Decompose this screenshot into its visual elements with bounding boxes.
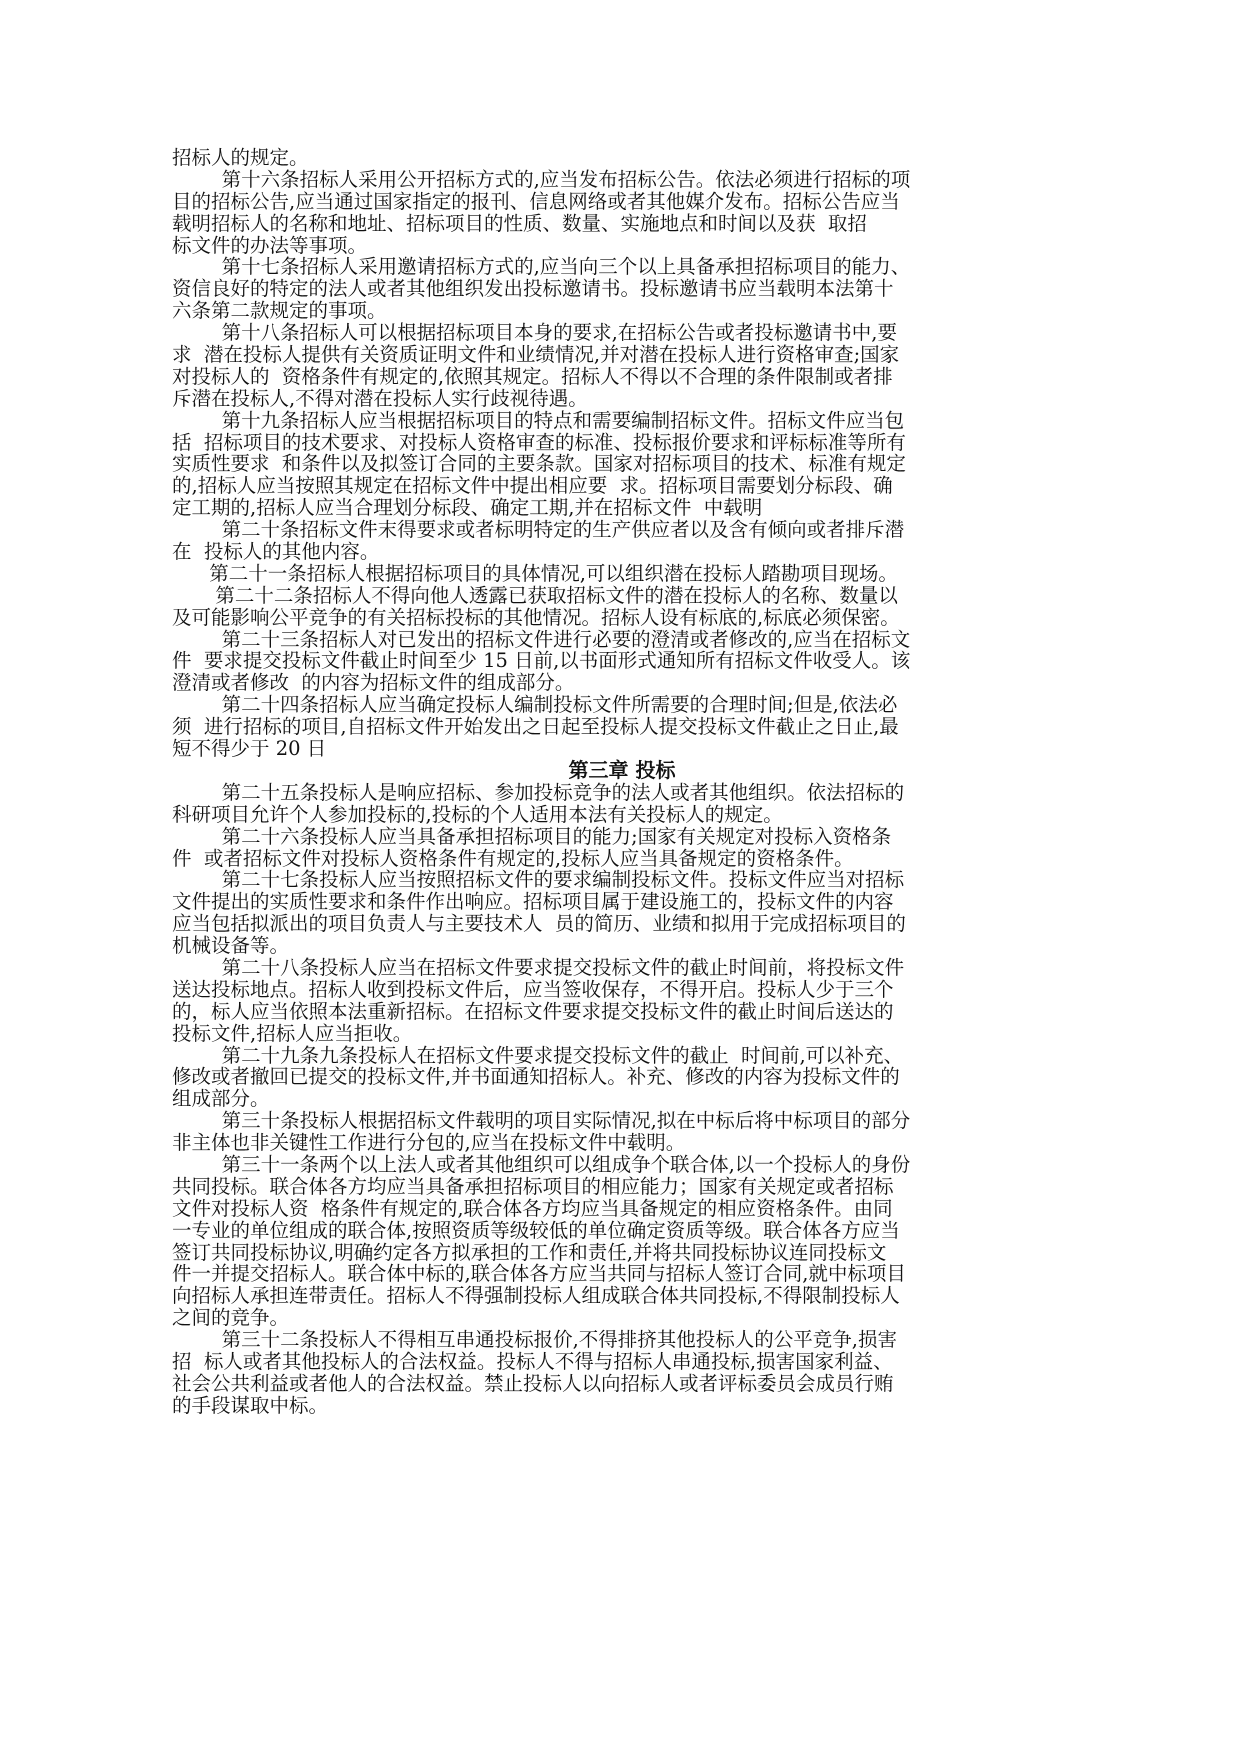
text-line: 澄清或者修改 的内容为招标文件的组成部分。	[172, 671, 575, 695]
text-line: 件 要求提交投标文件截止时间至少 15 日前,以书面形式通知所有招标文件收受人。该	[172, 649, 911, 673]
text-line: 第二十六条投标人应当具备承担招标项目的能力;国家有关规定对投标入资格条	[172, 824, 892, 848]
text-line: 第十八条招标人可以根据招标项目本身的要求,在招标公告或者投标邀请书中,要	[172, 321, 897, 345]
text-line: 第三十二条投标人不得相互串通投标报价,不得排挤其他投标人的公平竞争,损害	[172, 1328, 897, 1352]
text-line: 一专业的单位组成的联合体,按照资质等级较低的单位确定资质等级。联合体各方应当	[172, 1218, 900, 1242]
text-line: 第十六条招标人采用公开招标方式的,应当发布招标公告。依法必须进行招标的项	[172, 167, 911, 191]
text-line: 的手段谋取中标。	[172, 1393, 329, 1417]
text-line: 斥潜在投标人,不得对潜在投标人实行歧视待遇。	[172, 386, 588, 410]
text-line: 件 或者招标文件对投标人资格条件有规定的,投标人应当具备规定的资格条件。	[172, 846, 854, 870]
text-line: 之间的竞争。	[172, 1306, 290, 1330]
chapter-heading: 第三章 投标	[568, 757, 676, 782]
text-line: 实质性要求 和条件以及拟签订合同的主要条款。国家对招标项目的技术、标准有规定	[172, 452, 906, 476]
text-line: 求 潜在投标人提供有关资质证明文件和业绩情况,并对潜在投标人进行资格审查;国家	[172, 343, 900, 367]
text-line: 送达投标地点。招标人收到投标文件后，应当签收保存，不得开启。投标人少于三个	[172, 977, 894, 1001]
text-line: 定工期的,招标人应当合理划分标段、确定工期,并在招标文件 中载明	[172, 496, 763, 520]
text-line: 的，标人应当依照本法重新招标。在招标文件要求提交投标文件的截止时间后送达的	[172, 999, 894, 1023]
text-line: 修改或者撤回已提交的投标文件,并书面通知招标人。补充、修改的内容为投标文件的	[172, 1065, 900, 1089]
text-line: 投标文件,招标人应当拒收。	[172, 1021, 413, 1045]
text-line: 第三十一条两个以上法人或者其他组织可以组成争个联合体,以一个投标人的身份	[172, 1152, 911, 1176]
text-line: 在 投标人的其他内容。	[172, 540, 380, 564]
text-line: 文件对投标人资 格条件有规定的,联合体各方均应当具备规定的相应资格条件。由同	[172, 1196, 893, 1220]
text-line: 括 招标项目的技术要求、对投标人资格审查的标准、投标报价要求和评标标准等所有	[172, 430, 906, 454]
text-line: 资信良好的特定的法人或者其他组织发出投标邀请书。投标邀请书应当载明本法第十	[172, 277, 894, 301]
text-line: 第二十三条招标人对已发出的招标文件进行必要的澄清或者修改的,应当在招标文	[172, 627, 911, 651]
text-line: 社会公共利益或者他人的合法权益。禁止投标人以向招标人或者评标委员会成员行贿	[172, 1371, 894, 1395]
text-line: 组成部分。	[172, 1087, 270, 1111]
text-line: 目的招标公告,应当通过国家指定的报刊、信息网络或者其他媒介发布。招标公告应当	[172, 189, 900, 213]
text-line: 的,招标人应当按照其规定在招标文件中提出相应要 求。招标项目需要划分标段、确	[172, 474, 893, 498]
text-line: 第二十五条投标人是响应招标、参加投标竞争的法人或者其他组织。依法招标的	[172, 780, 905, 804]
text-line: 标文件的办法等事项。	[172, 233, 368, 257]
text-line: 招 标人或者其他投标人的合法权益。投标人不得与招标人串通投标,损害国家利益、	[172, 1349, 893, 1373]
text-line: 须 进行招标的项目,自招标文件开始发出之日起至投标人提交投标文件截止之日止,最	[172, 715, 899, 739]
text-line: 件一并提交招标人。联合体中标的,联合体各方应当共同与招标人签订合同,就中标项目	[172, 1262, 906, 1286]
text-line: 共同投标。联合体各方均应当具备承担招标项目的相应能力；国家有关规定或者招标	[172, 1174, 894, 1198]
text-line: 向招标人承担连带责任。招标人不得强制投标人组成联合体共同投标,不得限制投标人	[172, 1284, 900, 1308]
text-line: 招标人的规定。	[172, 146, 309, 169]
text-line: 载明招标人的名称和地址、招标项目的性质、数量、实施地点和时间以及获 取招	[172, 211, 867, 235]
text-line: 第二十二条招标人不得向他人透露已获取招标文件的潜在投标人的名称、数量以	[172, 583, 898, 607]
text-line: 第二十条招标文件末得要求或者标明特定的生产供应者以及含有倾向或者排斥潜	[172, 518, 905, 542]
text-line: 科研项目允许个人参加投标的,投标的个人适用本法有关投标人的规定。	[172, 802, 783, 826]
text-line: 第三十条投标人根据招标文件载明的项目实际情况,拟在中标后将中标项目的部分	[172, 1109, 911, 1133]
text-line: 第十九条招标人应当根据招标项目的特点和需要编制招标文件。招标文件应当包	[172, 408, 905, 432]
text-line: 对投标人的 资格条件有规定的,依照其规定。招标人不得以不合理的条件限制或者排	[172, 364, 893, 388]
document-body	[172, 147, 1072, 1417]
text-line: 第二十四条招标人应当确定投标人编制投标文件所需要的合理时间;但是,依法必	[172, 693, 898, 717]
text-line: 及可能影响公平竞争的有关招标投标的其他情况。招标人设有标底的,标底必须保密。	[172, 605, 900, 629]
text-line: 第二十八条投标人应当在招标文件要求提交投标文件的截止时间前，将投标文件	[172, 955, 905, 979]
text-line: 第二十一条招标人根据招标项目的具体情况,可以组织潜在投标人踏勘项目现场。	[172, 561, 898, 585]
text-line: 文件提出的实质性要求和条件作出响应。招标项目属于建设施工的，投标文件的内容	[172, 890, 894, 914]
text-line: 第十七条招标人采用邀请招标方式的,应当向三个以上具备承担招标项目的能力、	[172, 255, 911, 279]
text-line: 六条第二款规定的事项。	[172, 299, 387, 323]
text-line: 机械设备等。	[172, 934, 290, 958]
text-line: 非主体也非关键性工作进行分包的,应当在投标文件中载明。	[172, 1131, 686, 1155]
text-line: 应当包括拟派出的项目负责人与主要技术人 员的简历、业绩和拟用于完成招标项目的	[172, 912, 906, 936]
text-line: 签订共同投标协议,明确约定各方拟承担的工作和责任,并将共同投标协议连同投标文	[172, 1240, 887, 1264]
text-line: 短不得少于 20 日	[172, 737, 327, 761]
text-line: 第二十七条投标人应当按照招标文件的要求编制投标文件。投标文件应当对招标	[172, 868, 905, 892]
text-line: 第二十九条九条投标人在招标文件要求提交投标文件的截止 时间前,可以补充、	[172, 1043, 904, 1067]
